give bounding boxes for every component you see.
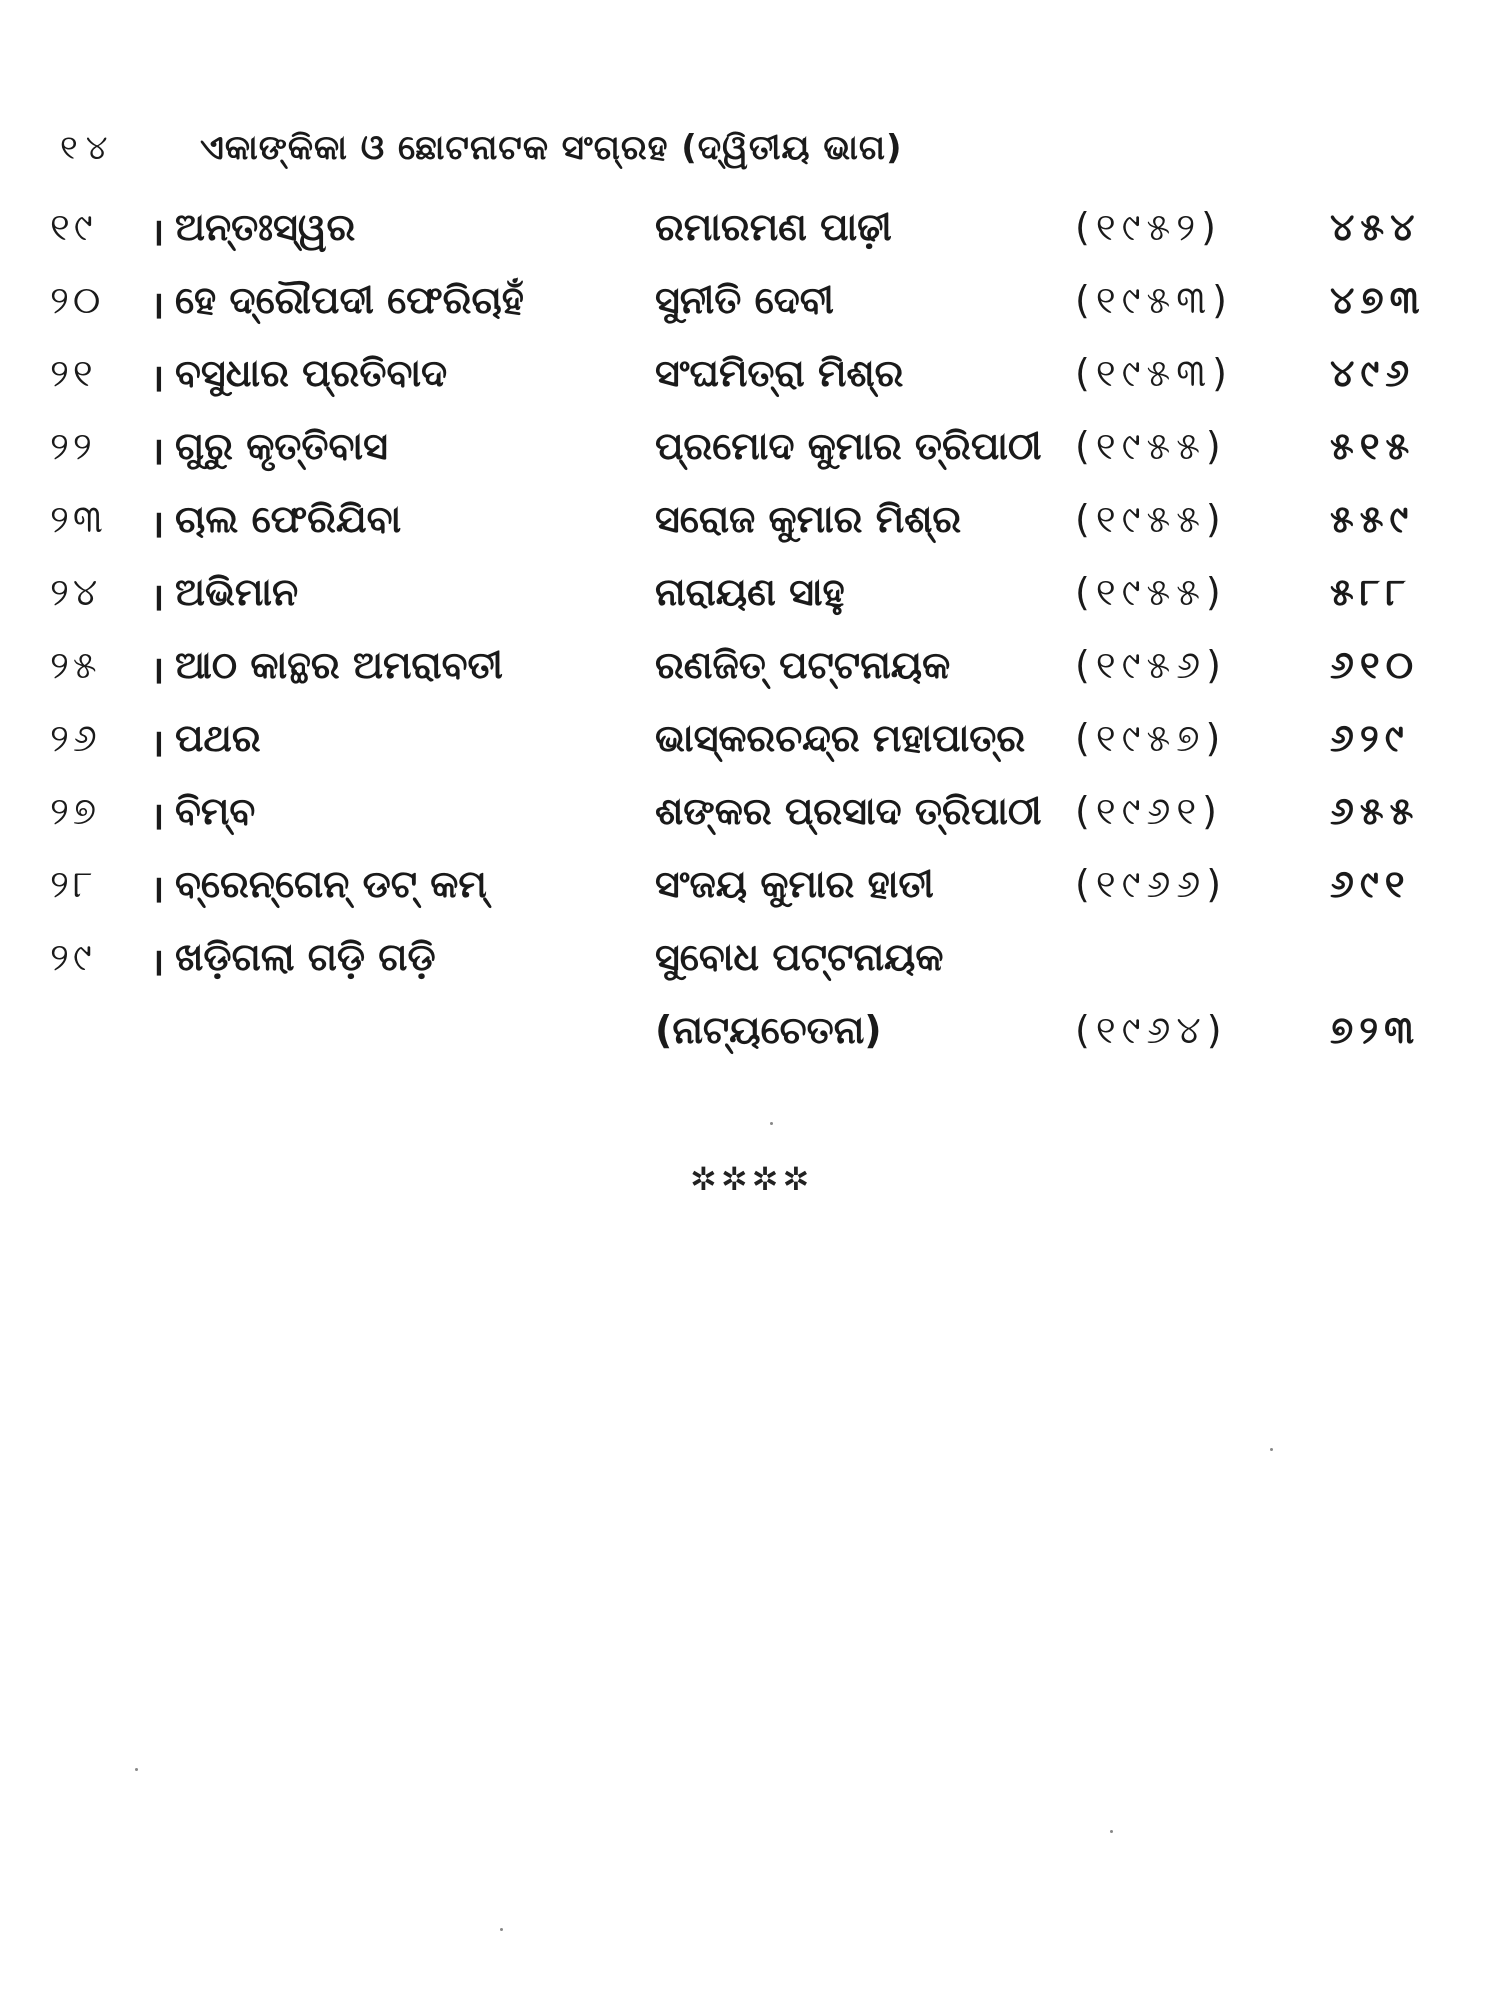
entry-number: ୨୦	[50, 278, 105, 322]
entry-separator: ।	[150, 940, 165, 984]
author-name: ରଣଜିତ୍ ପଟ୍ଟନାୟକ	[655, 643, 951, 687]
entry-separator: ।	[150, 575, 165, 619]
page-ref: ୬୯୧	[1330, 862, 1411, 906]
entry-separator: ।	[150, 648, 165, 692]
entry-number: ୨୯	[50, 935, 96, 979]
year: (୧୯୫୫)	[1075, 424, 1227, 468]
play-title: ବସୁଧାର ପ୍ରତିବାଦ	[175, 351, 448, 395]
year: (୧୯୫୫)	[1075, 497, 1227, 541]
year: (୧୯୬୬)	[1075, 862, 1228, 906]
year: (୧୯୫୩)	[1075, 351, 1233, 395]
toc-entry	[0, 278, 1500, 351]
author-note: (ନାଟ୍ୟଚେତନା)	[655, 1008, 882, 1052]
entry-separator: ।	[150, 356, 165, 400]
page-ref: ୬୧୦	[1330, 643, 1420, 687]
entry-number: ୨୧	[50, 351, 97, 395]
author-name: ସୁବୋଧ ପଟ୍ଟନାୟକ	[655, 935, 944, 979]
author-name: ସୁନୀତି ଦେବୀ	[655, 278, 834, 322]
play-title: ପଥର	[175, 716, 261, 760]
page-ref: ୪୫୪	[1330, 205, 1421, 249]
page-header	[60, 128, 1440, 178]
page-ref: ୪୯୬	[1330, 351, 1416, 395]
entry-number: ୨୩	[50, 497, 107, 541]
entry-number: ୨୪	[50, 570, 102, 614]
page-ref: ୫୧୫	[1330, 424, 1416, 468]
toc-entry	[0, 716, 1500, 789]
page-ref: ୫୫୯	[1330, 497, 1415, 541]
print-speck	[135, 1768, 138, 1771]
play-title: ବିମ୍ବ	[175, 789, 256, 833]
entry-number: ୨୫	[50, 643, 101, 687]
entry-number: ୨୮	[50, 862, 97, 906]
page-ref: ୪୭୩	[1330, 278, 1426, 322]
year: (୧୯୫୬)	[1075, 643, 1227, 687]
toc-entry	[0, 424, 1500, 497]
entry-separator: ।	[150, 429, 165, 473]
toc-entry	[0, 351, 1500, 424]
toc-entry	[0, 497, 1500, 570]
play-title: ଅଭିମାନ	[175, 570, 299, 614]
toc-entry	[0, 862, 1500, 935]
author-name: ଶଙ୍କର ପ୍ରସାଦ ତ୍ରିପାଠୀ	[655, 789, 1042, 833]
play-title: ଅନ୍ତଃସ୍ୱର	[175, 205, 356, 249]
play-title: ଆଠ କାନ୍ଥର ଅମରାବତୀ	[175, 643, 503, 687]
page-ref: ୫୮୮	[1330, 570, 1412, 614]
section-end-ornament: ✲✲✲✲	[690, 1160, 814, 1198]
book-title: ଏକାଙ୍କିକା ଓ ଛୋଟନାଟକ ସଂଗ୍ରହ (ଦ୍ୱିତୀୟ ଭାଗ)	[200, 128, 903, 168]
author-name: ରମାରମଣ ପାଢ଼ୀ	[655, 205, 892, 249]
entry-number: ୨୬	[50, 716, 101, 760]
page-number: ୧୪	[60, 128, 116, 168]
entry-separator: ।	[150, 283, 165, 327]
toc-entry	[0, 789, 1500, 862]
year: (୧୯୬୧)	[1075, 789, 1223, 833]
toc-entry	[0, 205, 1500, 278]
year: (୧୯୬୪)	[1075, 1008, 1228, 1052]
entry-separator: ।	[150, 794, 165, 838]
author-name: ସଂଜୟ କୁମାର ହାତୀ	[655, 862, 934, 906]
toc-entry-continuation	[0, 1008, 1500, 1081]
author-name: ନାରାୟଣ ସାହୁ	[655, 570, 845, 614]
play-title: ଚାଲ ଫେରିଯିବା	[175, 497, 402, 541]
author-name: ପ୍ରମୋଦ କୁମାର ତ୍ରିପାଠୀ	[655, 424, 1042, 468]
play-title: ଖଡ଼ିଗଲା ଗଡ଼ି ଗଡ଼ି	[175, 935, 436, 979]
toc-entry	[0, 935, 1500, 1008]
entry-separator: ।	[150, 721, 165, 765]
toc-entry	[0, 570, 1500, 643]
toc-entry	[0, 643, 1500, 716]
page-ref: ୬୨୯	[1330, 716, 1410, 760]
print-speck	[1270, 1448, 1273, 1451]
page-ref: ୬୫୫	[1330, 789, 1420, 833]
entry-number: ୨୨	[50, 424, 96, 468]
page-ref: ୭୨୩	[1330, 1008, 1421, 1052]
play-title: ଗୁରୁ କୃତ୍ତିବାସ	[175, 424, 388, 468]
play-title: ବ୍ରେନ୍‌ଗେନ୍ ଡଟ୍ କମ୍	[175, 862, 487, 906]
year: (୧୯୫୭)	[1075, 716, 1227, 760]
year: (୧୯୫୩)	[1075, 278, 1233, 322]
print-speck	[1110, 1830, 1113, 1833]
year: (୧୯୫୫)	[1075, 570, 1227, 614]
entry-separator: ।	[150, 210, 165, 254]
table-of-contents	[0, 205, 1500, 1081]
entry-separator: ।	[150, 502, 165, 546]
print-speck	[770, 1122, 773, 1125]
year: (୧୯୫୨)	[1075, 205, 1222, 249]
entry-separator: ।	[150, 867, 165, 911]
entry-number: ୧୯	[50, 205, 97, 249]
play-title: ହେ ଦ୍ରୌପଦୀ ଫେରିଚାହଁ	[175, 278, 524, 322]
author-name: ଭାସ୍କରଚନ୍ଦ୍ର ମହାପାତ୍ର	[655, 716, 1026, 760]
print-speck	[500, 1928, 503, 1931]
author-name: ସଂଘମିତ୍ରା ମିଶ୍ର	[655, 351, 904, 395]
entry-number: ୨୭	[50, 789, 101, 833]
author-name: ସରୋଜ କୁମାର ମିଶ୍ର	[655, 497, 962, 541]
